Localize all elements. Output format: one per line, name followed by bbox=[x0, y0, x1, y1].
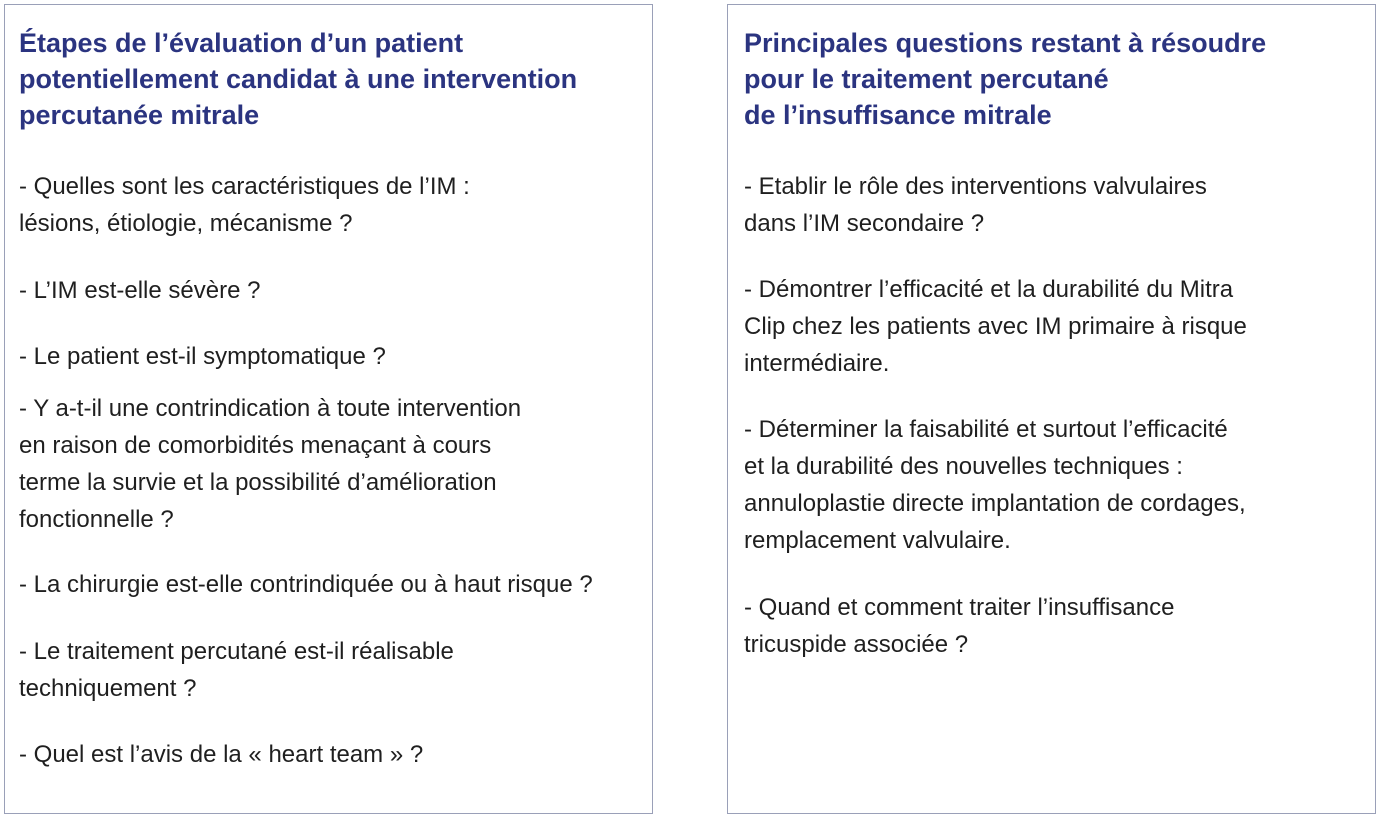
left-panel-title: Étapes de l’évaluation d’un patient potentiellement candidat à une intervention percutanée mitrale bbox=[19, 28, 578, 130]
left-item-heart-team: - Quel est l’avis de la « heart team » ? bbox=[19, 741, 424, 768]
right-panel-title: Principales questions restant à résoudre pour le traitement percutané de l’insuffisance mitrale bbox=[744, 28, 1267, 130]
left-item-contraindication-comorbidities: - Y a-t-il une contrindication à toute intervention en raison de comorbidités menaçant à cours terme la survie et la possibilité d’amélioration fonctionnelle ? bbox=[19, 395, 522, 533]
right-item-mitraclip-efficacy: - Démontrer l’efficacité et la durabilité du Mitra Clip chez les patients avec IM primaire à risque intermédiaire. bbox=[744, 276, 1247, 377]
left-item-percutaneous-feasible: - Le traitement percutané est-il réalisable techniquement ? bbox=[19, 638, 454, 702]
right-item-secondary-im-role: - Etablir le rôle des interventions valvulaires dans l’IM secondaire ? bbox=[744, 173, 1207, 237]
left-item-im-characteristics: - Quelles sont les caractéristiques de l’IM : lésions, étiologie, mécanisme ? bbox=[19, 173, 470, 237]
right-item-tricuspid: - Quand et comment traiter l’insuffisance tricuspide associée ? bbox=[744, 594, 1175, 658]
right-item-new-techniques: - Déterminer la faisabilité et surtout l’efficacité et la durabilité des nouvelles techniques : annuloplastie directe implantation de cordages, remplacement valvulaire. bbox=[744, 416, 1246, 554]
left-item-surgery-risk: - La chirurgie est-elle contrindiquée ou à haut risque ? bbox=[19, 571, 593, 598]
left-item-im-severity: - L’IM est-elle sévère ? bbox=[19, 277, 261, 304]
right-panel-open-questions bbox=[727, 4, 1376, 814]
left-panel-evaluation-steps bbox=[4, 4, 653, 814]
left-item-symptomatic: - Le patient est-il symptomatique ? bbox=[19, 343, 386, 370]
